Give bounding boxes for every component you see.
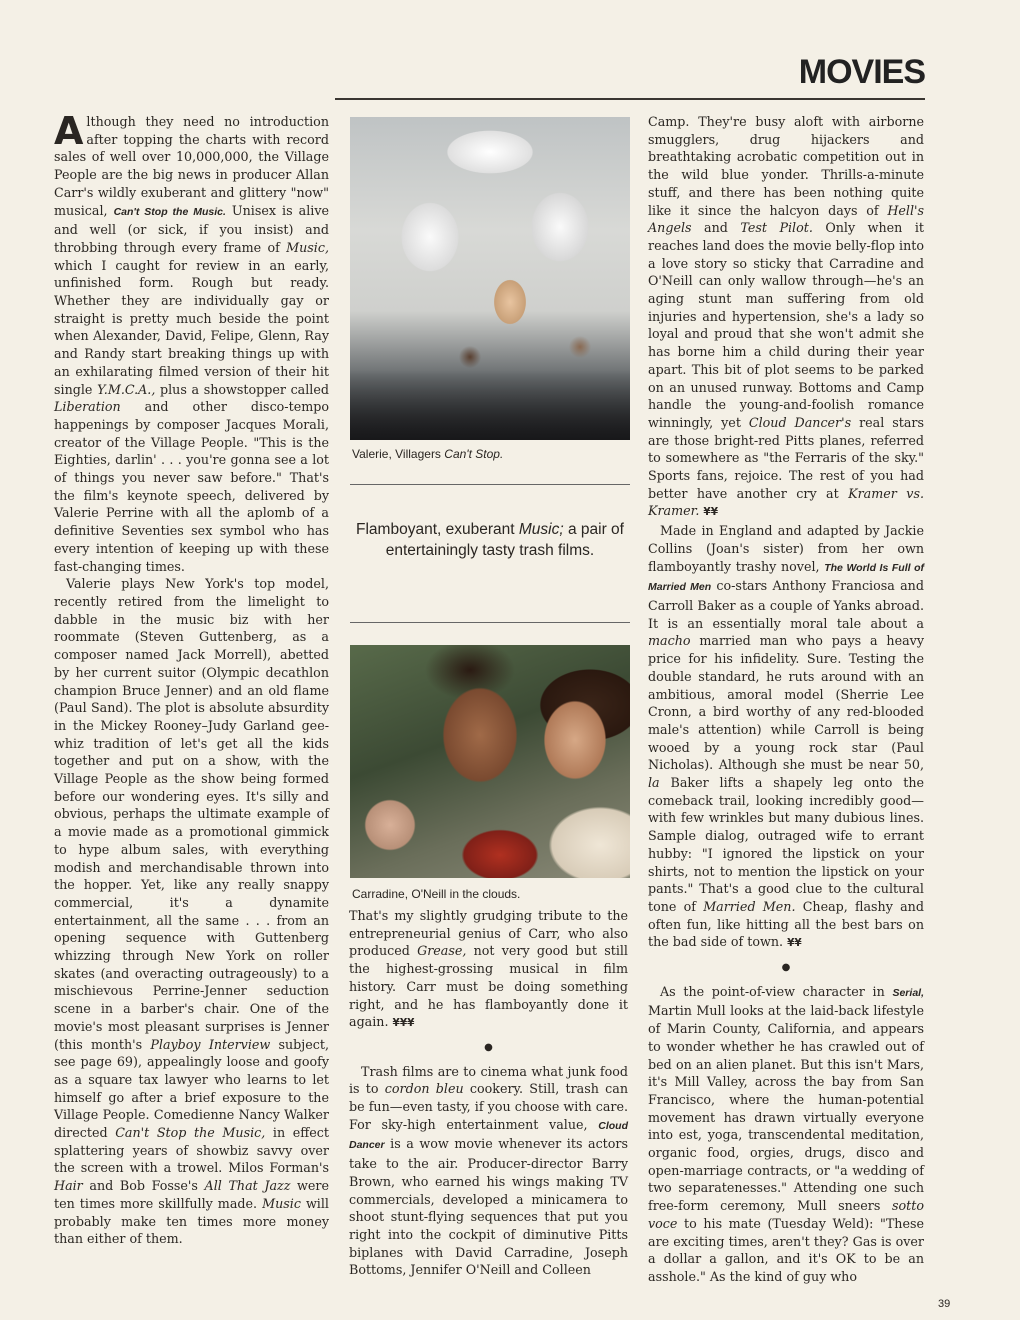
column-1 bbox=[54, 109, 330, 1248]
paragraph: Camp. They're busy aloft with airborne smugglers, drug hijackers and breathtaking acrobatic competition out in the wild blue yonder. Thrills-a-minute stuff, and there has been nothing quite like it since the halcyon days of Hell's Angels and Test Pilot. Only when it reaches land does the movie belly-flop into a love story so sticky that Carradine and O'Neill can only wallow through—he's an aging stunt man suffering from old injuries and hypertension, she's a lady so loyal and proud that she won't admit she has borne him a child during their year apart. This bit of plot seems to be parked on an unused runway. Bottoms and Camp handle the young-and-foolish romance winningly, yet Cloud Dancer's real stars are those bright-red Pitts planes, referred to somewhere as "the Ferraris of the sky." Sports fans, rejoice. The rest of you had better have another cry at Kramer vs. Kramer. ¥¥ bbox=[648, 114, 924, 519]
section-bullet: ● bbox=[781, 962, 791, 974]
rating-mark: ¥¥ bbox=[787, 937, 802, 950]
column-3 bbox=[648, 113, 924, 1286]
photo-caption: Carradine, O'Neill in the clouds. bbox=[352, 887, 521, 901]
film-title: The World Is Full of Married Men bbox=[648, 561, 924, 594]
film-title: Can't Stop the Music. bbox=[113, 205, 226, 218]
section-title: MOVIES bbox=[798, 53, 925, 91]
rating-mark: ¥¥¥ bbox=[392, 1017, 415, 1030]
rating-mark: ¥¥ bbox=[703, 506, 719, 519]
paragraph: Valerie plays New York's top model, recently retired from the limelight to dabble in the music biz with her roommate (Steven Guttenberg, as a composer named Jack Morrell), abetted by her current suitor (Olympic decathlon champion Bruce Jenner) and an old flame (Paul Sand). The plot is absolute absurdity in the Mickey Rooney–Judy Garland gee-whiz tradition of let's get all the kids together and put on a show, with the Village People as the show being formed before our wondering eyes. It's silly and obvious, perhaps the ultimate example of a movie made as a promotional gimmick to hype album sales, with everything modish and merchandisable thrown into the hopper. Yet, like any really snappy commercial, it's a dynamite entertainment, all the same . . . from an opening sequence with Guttenberg whizzing through New York on roller skates (and overacting outrageously) to a mischievous Perrine-Jenner seduction scene in a barber's chair. One of the movie's most pleasant surprises is Jenner (this month's Playboy Interview subject, see page 69), appealingly loose and goofy as a square tax lawyer who learns to let himself go after a brief exposure to the Village People. Comedienne Nancy Walker directed Can't Stop the Music, in effect splattering years of showbiz savvy over the screen with a trowel. Milos Forman's Hair and Bob Fosse's All That Jazz were ten times more skillfully made. Music will probably make ten times more money than either of them. bbox=[54, 576, 330, 1247]
page-number: 39 bbox=[938, 1298, 951, 1310]
drop-cap: A bbox=[54, 109, 84, 153]
section-header bbox=[335, 50, 925, 100]
column-2 bbox=[349, 907, 628, 1279]
film-title: Cloud Dancer bbox=[349, 1119, 628, 1152]
photo-caption: Valerie, Villagers Can't Stop. bbox=[352, 447, 504, 461]
paragraph: As the point-of-view character in Serial, Martin Mull looks at the laid-back lifestyle of Marin County, California, and appears to wonder whether he has crawled out of bed on an alien planet. But this isn't Mars, it's Mill Valley, across the bay from San Francisco, where the human-potential movement has drawn virtually everyone into est, yoga, transcendental meditation, organic food, orgies, drugs, disco and open-marriage contracts, or "a wedding of two separatenesses." Attending one such free-form ceremony, Mull sneers sotto voce to his mate (Tuesday Weld): "These are exciting times, aren't they? Gas is over a dollar a gallon, and it's OK to be an asshole." As the kind of guy who bbox=[648, 983, 924, 1284]
paragraph: Made in England and adapted by Jackie Collins (Joan's sister) from her own flamboyantly trashy novel, The World Is Full of Married Men co-stars Anthony Franciosa and Carroll Baker as a couple of Yanks abroad. It is an essentially moral tale about a macho married man who pays a heavy price for his infidelity. Sure. Testing the double standard, he ruts around with an ambitious, amoral model (Sherrie Lee Cronn, a bird worthy of any red-blooded male's attention) while Carroll is being wooed by a young rock star (Paul Nicholas). Although she must be near 50, la Baker lifts a shapely leg onto the comeback trail, looking incredibly good—with few wrinkles but many dubious lines. Sample dialog, outraged wife to errant hubby: "I ignored the lipstick on your shirts, not to mention the lipstick on your pants." That's a good clue to the cultural tone of Married Men. Cheap, flashy and often fun, like hitting all the best bars on the bad side of town. ¥¥ bbox=[648, 523, 924, 950]
pull-quote: Flamboyant, exuberant Music; a pair of entertainingly tasty trash films. bbox=[356, 521, 624, 559]
photo-village-people bbox=[350, 117, 630, 440]
film-title: Serial, bbox=[892, 986, 924, 999]
photo-carradine-oneill bbox=[350, 645, 630, 878]
divider bbox=[350, 622, 630, 623]
paragraph: Although they need no introduction after topping the charts with record sales of well over 10,000,000, the Village People are the big news in producer Allan Carr's wildly exuberant and glittery "now" musical, Can't Stop the Music. Unisex is alive and well (or sick, if you insist) and throbbing through every frame of Music, which I caught for review in an early, unfinished form. Rough but ready. Whether they are individually gay or straight is pretty much beside the point when Alexander, David, Felipe, Glenn, Ray and Randy start breaking things up with an exhilarating filmed version of their hit single Y.M.C.A., plus a showstopper called Liberation and other disco-tempo happenings by composer Jacques Morali, creator of the Village People. "This is the Eighties, darlin' . . . you're gonna see a lot of things you never saw before." That's the film's keynote speech, delivered by Valerie Perrine with all the aplomb of a definitive Seventies sex symbol who has every intention of keeping up with these fast-changing times. bbox=[54, 109, 329, 574]
paragraph: That's my slightly grudging tribute to the entrepreneurial genius of Carr, who also produced Grease, not very good but still the highest-grossing musical in film history. Carr must be doing something right, and he has flamboyantly done it again. ¥¥¥ bbox=[349, 908, 628, 1030]
divider bbox=[350, 484, 630, 485]
section-bullet: ● bbox=[484, 1041, 493, 1053]
paragraph: Trash films are to cinema what junk food is to cordon bleu cookery. Still, trash can be fun—even tasty, if you choose with care. For sky-high entertainment value, Cloud Dancer is a wow movie whenever its actors take to the air. Producer-director Barry Brown, who earned his wings making TV commercials, developed a minicamera to shoot stunt-flying sequences that put you right into the cockpit of diminutive Pitts biplanes with David Carradine, Joseph Bottoms, Jennifer O'Neill and Colleen bbox=[349, 1063, 628, 1278]
